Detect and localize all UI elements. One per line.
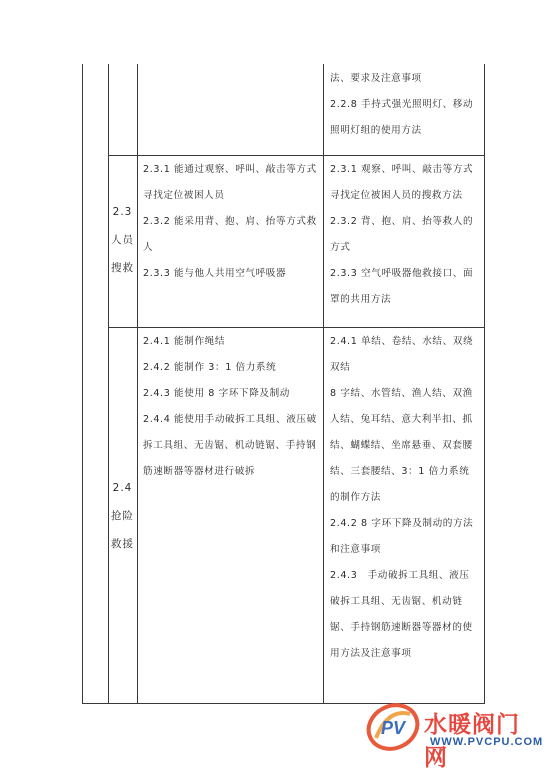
skill-text: 2.3.2 能采用背、抱、肩、抬等方式救人 [143,216,317,253]
table-border-col3 [323,64,324,704]
skill-text: 2.3.1 能通过观察、呼叫、敲击等方式寻找定位被困人员 [143,164,317,201]
top-row-knowledge-cell [330,66,478,144]
table-border-right [484,64,485,704]
knowledge-text: 2.4.3 手动破拆工具组、液压破拆工具组、无齿锯、机动链锯、手持钢筋速断器等器材的使用方法及注意事项 [330,570,473,659]
section-2-3-knowledge-cell [330,157,478,313]
section-title-line: 救援 [111,538,134,550]
watermark-site-name: 水暖阀门网 [424,712,520,771]
knowledge-text: 2.4.2 8 字环下降及制动的方法和注意事项 [330,518,474,555]
knowledge-text: 法、要求及注意事项 [330,73,422,84]
watermark-logo-text: PV [380,718,406,738]
section-2-4-skills-cell [143,329,319,485]
table-border-col1 [108,64,109,704]
section-number: 2.4 [112,482,133,494]
section-number: 2.3 [112,206,133,218]
knowledge-text: 2.4.1 单结、卷结、水结、双绕双结 [330,336,474,373]
knowledge-text: 8 字结、水管结、渔人结、双渔人结、兔耳结、意大利半扣、抓结、蝴蝶结、坐席悬垂、双套腰结、三套腰结、3：1 倍力系统的制作方法 [330,388,473,503]
section-title-line: 搜救 [111,262,134,274]
skill-text: 2.4.2 能制作 3：1 倍力系统 [143,362,277,373]
table-border-left [82,64,83,704]
skill-text: 2.4.1 能制作绳结 [143,336,226,347]
skill-text: 2.3.3 能与他人共用空气呼吸器 [143,268,287,279]
knowledge-text: 2.3.3 空气呼吸器他救接口、面罩的共用方法 [330,268,474,305]
section-2-4-knowledge-cell [330,329,478,667]
skill-text: 2.4.4 能使用手动破拆工具组、液压破拆工具组、无齿锯、机动链锯、手持钢筋速断器等器材进行破拆 [143,414,317,477]
section-2-3-skills-cell [143,157,319,287]
watermark [366,700,544,771]
table-border-col2 [137,64,138,704]
section-title-line: 抢险 [111,510,134,522]
section-title-line: 人员 [111,234,134,246]
watermark-logo-icon [366,700,420,754]
knowledge-text: 2.3.2 背、抱、肩、抬等救人的方式 [330,216,474,253]
watermark-url: WWW.PVCPU.COM [430,736,544,748]
section-2-3-label [108,198,137,282]
row-divider-1 [108,155,485,156]
knowledge-text: 2.2.8 手持式强光照明灯、移动照明灯组的使用方法 [330,99,474,136]
section-2-4-label [108,474,137,558]
row-divider-2 [108,327,485,328]
knowledge-text: 2.3.1 观察、呼叫、敲击等方式寻找定位被困人员的搜救方法 [330,164,474,201]
skill-text: 2.4.3 能使用 8 字环下降及制动 [143,388,291,399]
